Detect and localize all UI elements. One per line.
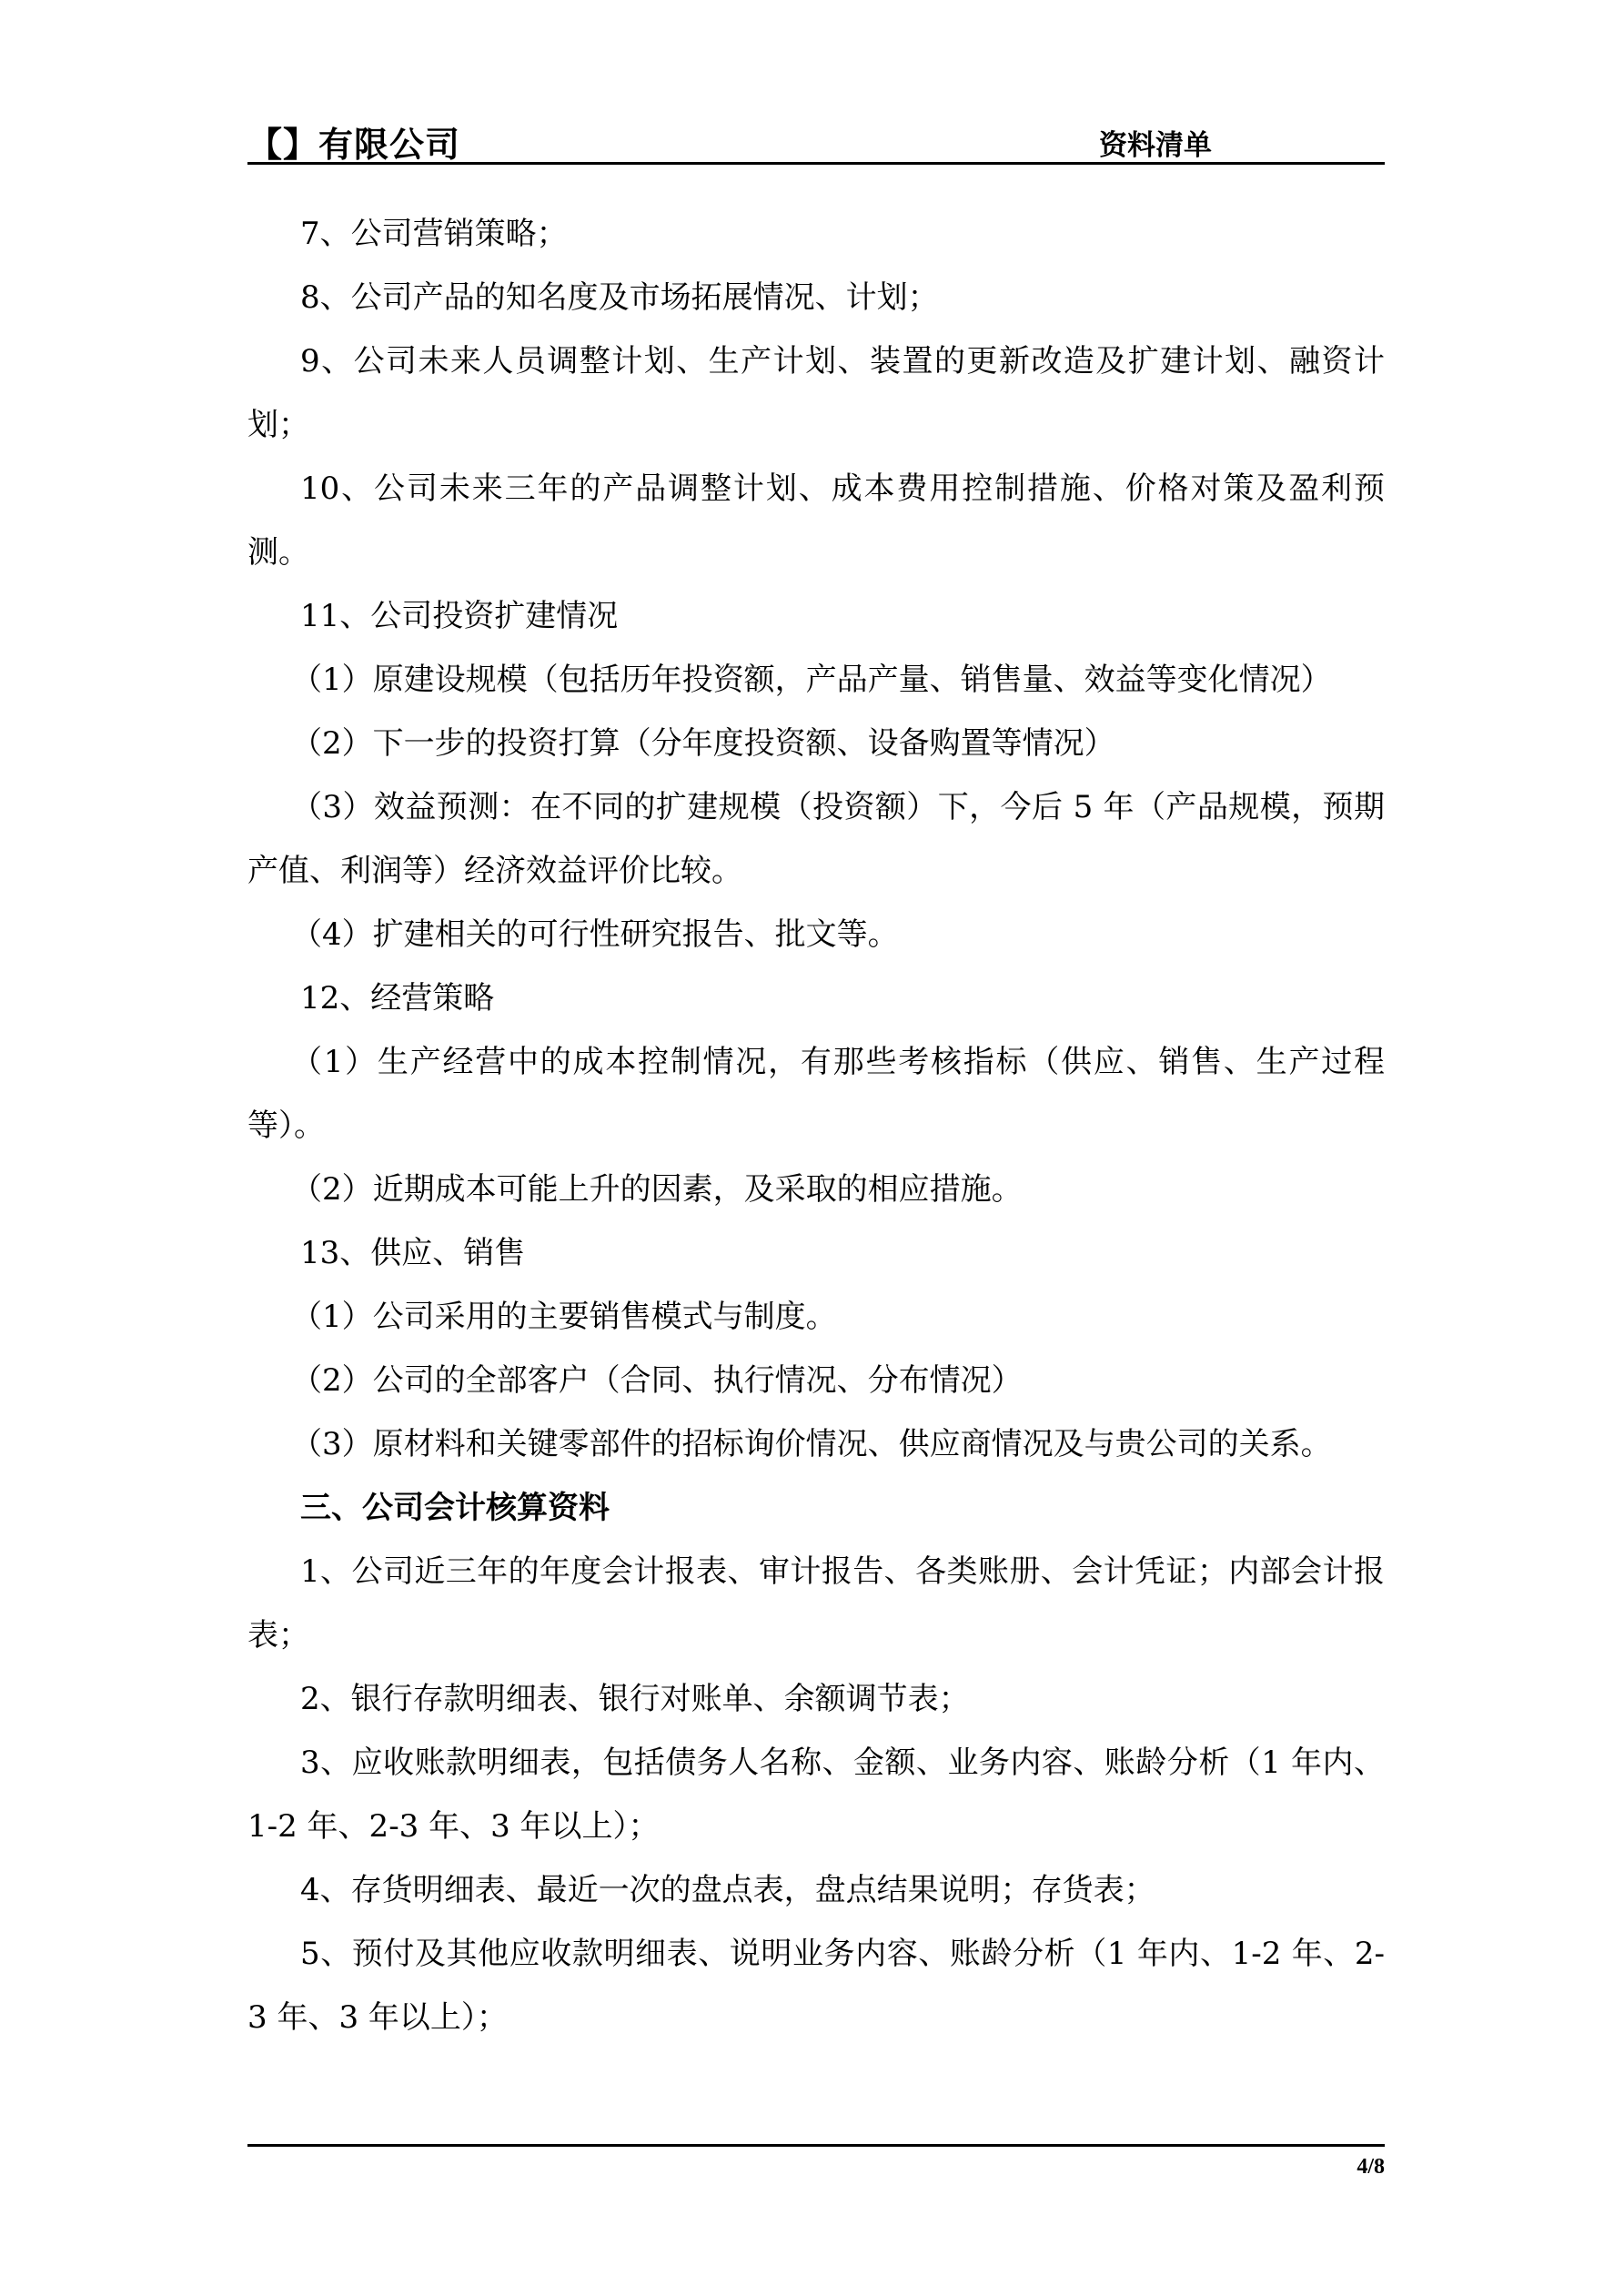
paragraph: 7、公司营销策略；	[300, 216, 568, 252]
paragraph: 11、公司投资扩建情况	[300, 598, 619, 634]
section-heading: 三、公司会计核算资料	[300, 1490, 610, 1526]
paragraph: （1）公司采用的主要销售模式与制度。	[291, 1299, 837, 1335]
paragraph: （1）原建设规模（包括历年投资额，产品产量、销售量、效益等变化情况）	[291, 662, 1332, 698]
page-header	[247, 113, 1385, 165]
paragraph: （2）近期成本可能上升的因素，及采取的相应措施。	[291, 1171, 1023, 1208]
paragraph: （2）下一步的投资打算（分年度投资额、设备购置等情况）	[291, 725, 1115, 762]
paragraph: 8、公司产品的知名度及市场拓展情况、计划；	[300, 279, 939, 316]
paragraph: （1）生产经营中的成本控制情况，有那些考核指标（供应、销售、生产过程等）。	[247, 1044, 1385, 1144]
paragraph: 4、存货明细表、最近一次的盘点表，盘点结果说明；存货表；	[300, 1872, 1155, 1908]
paragraph: 3、应收账款明细表，包括债务人名称、金额、业务内容、账龄分析（1 年内、1-2 年、2-3 年、3 年以上）；	[247, 1745, 1385, 1845]
paragraph: 13、供应、销售	[300, 1235, 526, 1271]
header-divider	[247, 162, 1385, 165]
paragraph: 1、公司近三年的年度会计报表、审计报告、各类账册、会计凭证；内部会计报表；	[247, 1553, 1385, 1654]
document-body	[247, 202, 1385, 2049]
paragraph: （3）效益预测：在不同的扩建规模（投资额）下，今后 5 年（产品规模，预期产值、利润等）经济效益评价比较。	[247, 789, 1385, 889]
paragraph: 2、银行存款明细表、银行对账单、余额调节表；	[300, 1681, 970, 1717]
document-title: 资料清单	[1099, 129, 1212, 162]
paragraph: 5、预付及其他应收款明细表、说明业务内容、账龄分析（1 年内、1-2 年、2-3 年、3 年以上）；	[247, 1936, 1385, 2036]
company-name: 【】有限公司	[247, 125, 461, 165]
paragraph: （4）扩建相关的可行性研究报告、批文等。	[291, 916, 899, 953]
paragraph: （2）公司的全部客户（合同、执行情况、分布情况）	[291, 1362, 1023, 1399]
paragraph: 12、经营策略	[300, 980, 495, 1017]
paragraph: 10、公司未来三年的产品调整计划、成本费用控制措施、价格对策及盈利预测。	[247, 470, 1385, 571]
footer-divider	[247, 2144, 1385, 2147]
paragraph: （3）原材料和关键零部件的招标询价情况、供应商情况及与贵公司的关系。	[291, 1426, 1332, 1462]
page-number: 4/8	[1357, 2155, 1385, 2179]
paragraph: 9、公司未来人员调整计划、生产计划、装置的更新改造及扩建计划、融资计划；	[247, 343, 1385, 443]
